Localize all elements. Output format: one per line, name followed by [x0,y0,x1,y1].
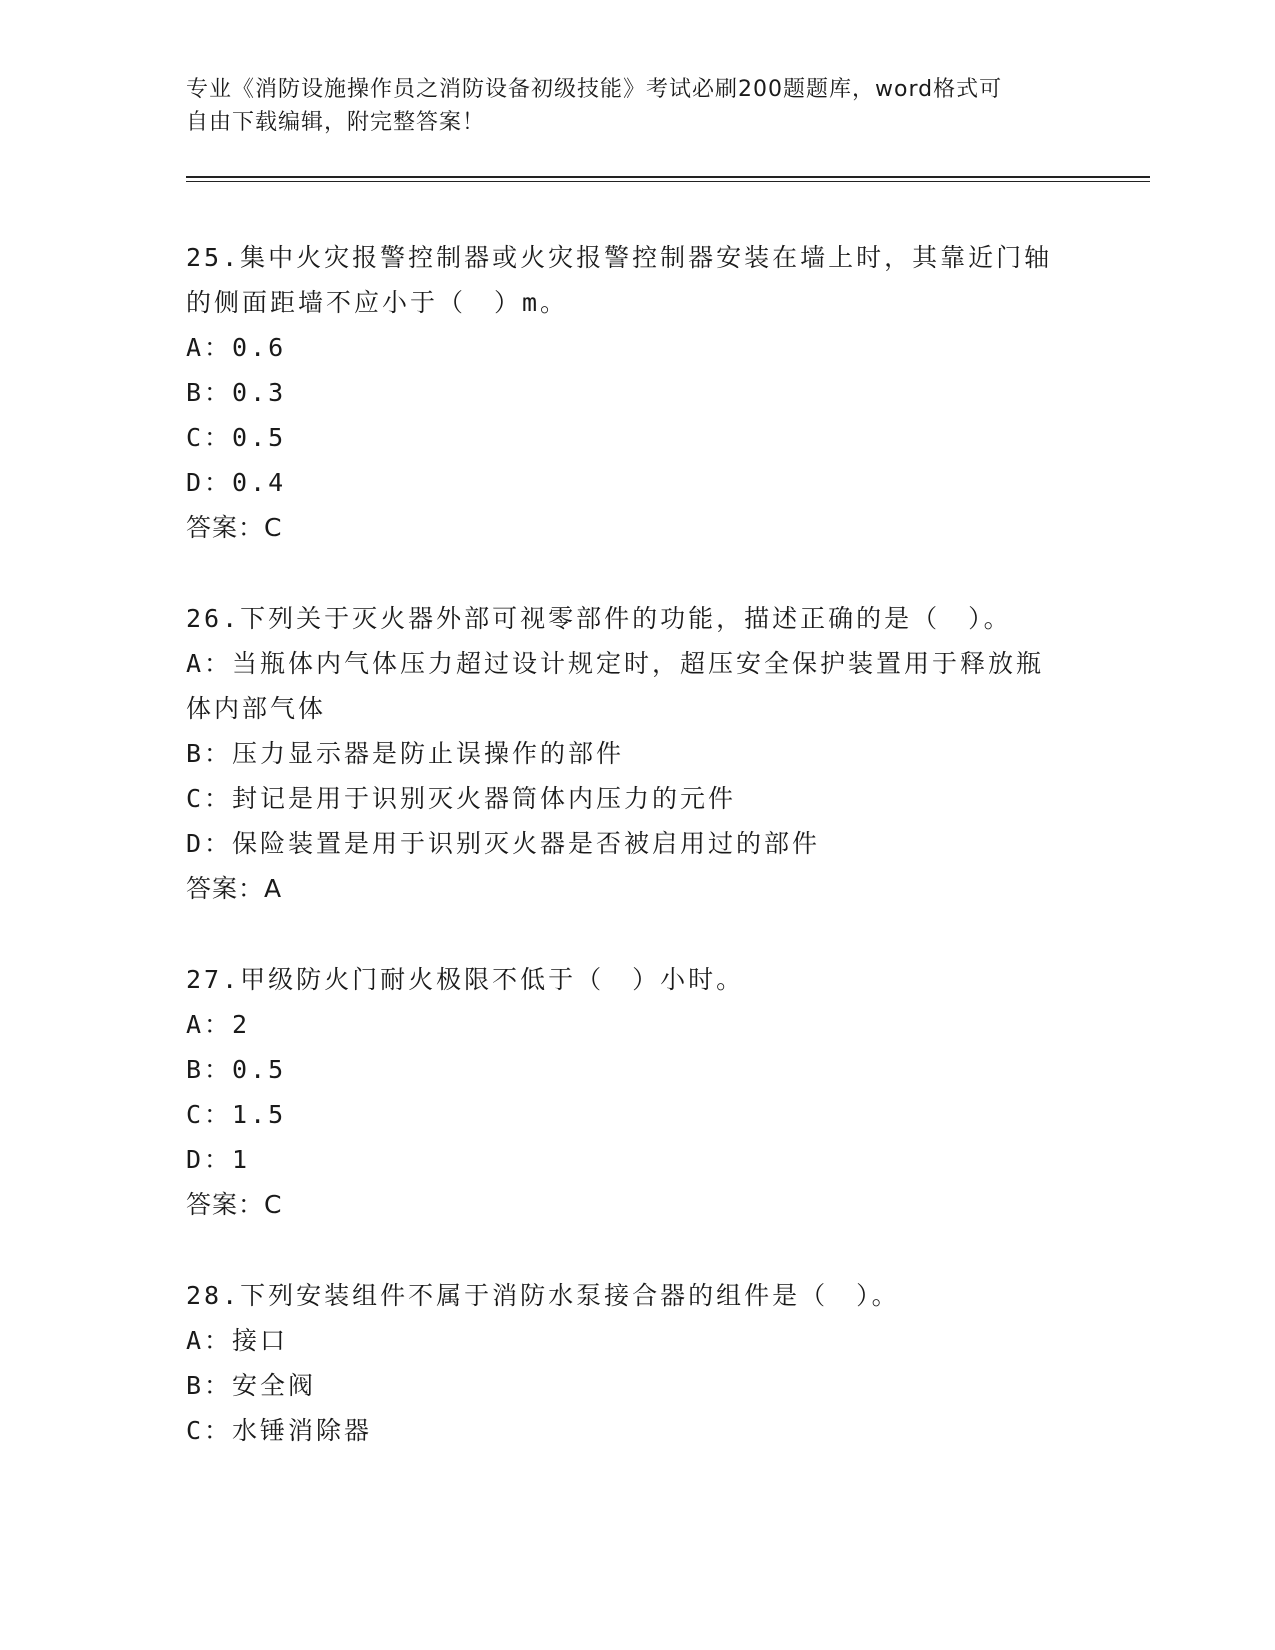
option-c: C：封记是用于识别灭火器筒体内压力的元件 [186,784,737,813]
header-divider-thick [186,176,1150,178]
option-b: B：压力显示器是防止误操作的部件 [186,739,625,768]
answer: 答案：A [186,874,283,903]
option-d: D：保险装置是用于识别灭火器是否被启用过的部件 [186,829,821,858]
question-25 [186,235,1086,551]
question-stem: 28.下列安装组件不属于消防水泵接合器的组件是（ ）。 [186,1281,900,1310]
header-line-1: 专业《消防设施操作员之消防设备初级技能》考试必刷200题题库，word格式可 [186,77,1003,102]
question-28 [186,1273,1086,1453]
option-b: B：0.3 [186,378,287,407]
question-stem: 26.下列关于灭火器外部可视零部件的功能，描述正确的是（ ）。 [186,604,1012,633]
option-b: B：0.5 [186,1055,287,1084]
option-a: A：0.6 [186,333,287,362]
question-stem: 27.甲级防火门耐火极限不低于（ ）小时。 [186,965,745,994]
option-d: D：0.4 [186,468,287,497]
option-c: C：0.5 [186,423,287,452]
question-stem: 25.集中火灾报警控制器或火灾报警控制器安装在墙上时，其靠近门轴 [186,243,1053,272]
question-list [186,235,1086,1498]
answer: 答案：C [186,513,283,542]
option-a: A：当瓶体内气体压力超过设计规定时，超压安全保护装置用于释放瓶 [186,649,1045,678]
option-d: D：1 [186,1145,251,1174]
option-a-continued: 体内部气体 [186,694,327,723]
question-26 [186,596,1086,912]
document-header [186,73,1066,139]
option-a: A：2 [186,1010,251,1039]
header-line-2: 自由下载编辑，附完整答案！ [186,110,486,135]
option-b: B：安全阀 [186,1371,317,1400]
question-stem-continued: 的侧面距墙不应小于（ ）m。 [186,288,569,317]
answer: 答案：C [186,1190,283,1219]
question-27 [186,957,1086,1228]
option-a: A：接口 [186,1326,289,1355]
header-divider-thin [186,181,1150,182]
option-c: C：1.5 [186,1100,287,1129]
option-c: C：水锤消除器 [186,1416,373,1445]
